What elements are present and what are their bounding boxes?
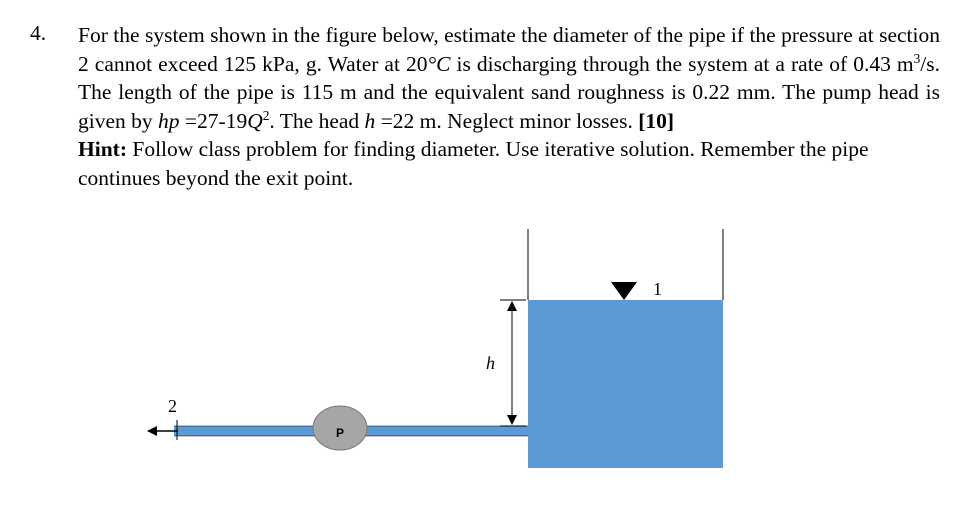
reservoir-water <box>528 300 723 468</box>
problem-text-1: For the system shown in the figure below, estimate the diameter of the pipe if the pressure at section 2 cannot exceed 125 kPa, g. Water at 20 <box>78 23 940 76</box>
free-surface-triangle <box>611 282 637 300</box>
degree-unit: °C <box>427 51 451 76</box>
problem-text-5: =22 m. Neglect minor losses. <box>375 108 639 133</box>
pump-label: P <box>336 426 345 440</box>
problem-text-2: is discharging through the system at a rate of 0.43 m <box>450 51 914 76</box>
flow-variable: Q <box>247 108 263 133</box>
pump-head-variable: hp <box>158 108 180 133</box>
problem-text-4: . The head <box>269 108 365 133</box>
head-variable: h <box>364 108 376 133</box>
flow-exponent: 2 <box>262 107 270 123</box>
head-label: h <box>486 353 495 373</box>
pump-head-equation: =27-19 <box>179 108 248 133</box>
section-1-label: 1 <box>653 279 662 299</box>
hint-label: Hint: <box>78 137 127 162</box>
question-number: 4. <box>30 21 47 45</box>
section-2-label: 2 <box>168 396 177 416</box>
hint-text: Follow class problem for finding diameter. Use iterative solution. Remember the pipe continues beyond the exit point. <box>78 137 869 190</box>
problem-text-3: /s. The length of the pipe is 115 m and the equivalent sand roughness is 0.22 mm. The pump head is given by <box>78 51 940 133</box>
points-value: [10] <box>638 108 675 133</box>
cube-exponent: 3 <box>913 50 921 66</box>
